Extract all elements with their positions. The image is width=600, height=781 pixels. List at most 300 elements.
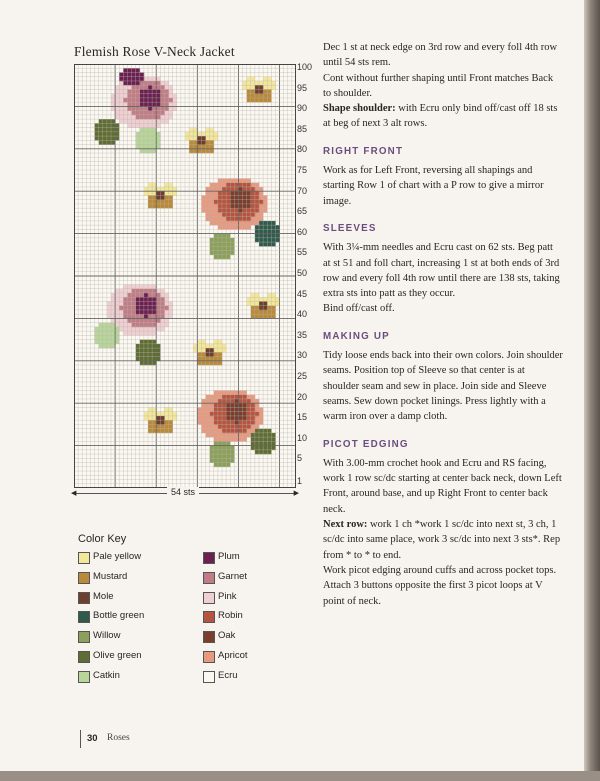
color-key-title: Color Key (78, 533, 127, 545)
butterfly-wing (218, 344, 222, 349)
rose-plum-top-outer (169, 111, 173, 116)
paragraph: Work picot edging around cuffs and across pocket tops. (323, 564, 557, 576)
color-label: Apricot (218, 650, 248, 661)
butterfly-wing (255, 306, 259, 311)
leaf (210, 458, 214, 463)
butterfly-wing (206, 140, 210, 145)
rose-pink-lower-outer (127, 331, 131, 336)
rose-rust-mid-center (243, 204, 247, 209)
color-swatch (203, 671, 215, 683)
rose-rust-mid-mid (230, 212, 234, 217)
leaf (226, 450, 230, 455)
leaf (148, 344, 152, 349)
butterfly-wing (148, 420, 152, 425)
butterfly-wing (156, 200, 160, 205)
rose-rust-bottom-outer (210, 416, 214, 421)
leaf (263, 437, 267, 442)
section-heading-making-up: MAKING UP (323, 330, 390, 342)
leaf (271, 446, 275, 451)
rose-rust-bottom-mid (247, 403, 251, 408)
rose-rust-bottom-mid (243, 424, 247, 429)
rose-rust-bottom-mid (226, 424, 230, 429)
rose-rust-bottom-outer (218, 390, 222, 395)
rose-plum-top-outer (115, 106, 119, 111)
rose-rust-bottom-mid (214, 420, 218, 425)
butterfly-wing (164, 191, 168, 196)
leaf (107, 128, 111, 133)
rose-plum-top-mid (144, 81, 148, 86)
rose-plum-top-outer (148, 123, 152, 128)
butterfly-wing (169, 424, 173, 429)
rose-rust-mid-outer (210, 195, 214, 200)
rose-rust-mid-outer (259, 195, 263, 200)
leaf (255, 429, 259, 434)
rose-plum-top-outer (119, 85, 123, 90)
butterfly-wing (263, 98, 267, 103)
rose-rust-mid-outer (214, 208, 218, 213)
rose-plum-top-center (148, 98, 152, 103)
butterfly-wing (201, 344, 205, 349)
rose-pink-lower-outer (169, 306, 173, 311)
rose-pink-lower-mid (127, 318, 131, 323)
cross-stitch-chart (74, 64, 296, 488)
rose-plum-top-outer (148, 77, 152, 82)
leaf (218, 242, 222, 247)
butterfly-wing (247, 81, 251, 86)
paragraph: Bind off/cast off. (323, 303, 395, 315)
rose-plum-top-outer (123, 94, 127, 99)
leaf (222, 255, 226, 260)
rose-rust-mid-outer (226, 221, 230, 226)
rose-pink-lower-mid (144, 323, 148, 328)
butterfly-wing (201, 361, 205, 366)
rose-rust-mid-outer (259, 191, 263, 196)
bold-lead: Next row: (323, 519, 368, 531)
rose-rust-bottom-mid (243, 395, 247, 400)
rose-rust-mid-outer (218, 217, 222, 222)
leaf (263, 433, 267, 438)
rose-pink-lower-mid (144, 318, 148, 323)
rose-pink-lower-mid (164, 306, 168, 311)
rose-rust-bottom-center (230, 412, 234, 417)
rose-plum-top-center (148, 94, 152, 99)
rose-rust-mid-outer (263, 200, 267, 205)
rose-rust-bottom-outer (210, 420, 214, 425)
rose-rust-mid-outer (226, 225, 230, 230)
rose-rust-bottom-mid (218, 407, 222, 412)
rose-plum-top-bud (136, 68, 140, 73)
leaf (263, 429, 267, 434)
butterfly-wing (218, 340, 222, 345)
rose-rust-mid-mid (247, 212, 251, 217)
rose-rust-bottom-center (230, 403, 234, 408)
rose-plum-top-mid (140, 111, 144, 116)
leaf (115, 123, 119, 128)
butterfly-wing (201, 340, 205, 345)
rose-rust-bottom-mid (247, 424, 251, 429)
paragraph (323, 517, 563, 563)
rose-rust-bottom-outer (206, 395, 210, 400)
rose-pink-lower-mid (119, 306, 123, 311)
rose-pink-lower-mid (156, 318, 160, 323)
butterfly-wing (169, 195, 173, 200)
row-number: 75 (297, 165, 308, 175)
leaf (99, 323, 103, 328)
rose-plum-top-mid (132, 111, 136, 116)
rose-rust-mid-outer (214, 212, 218, 217)
rose-pink-lower-mid (140, 318, 144, 323)
rose-rust-mid-outer (222, 178, 226, 183)
rose-rust-bottom-mid (214, 416, 218, 421)
leaf (222, 234, 226, 239)
color-swatch (203, 592, 215, 604)
butterfly-wing (164, 424, 168, 429)
rose-plum-top-outer (127, 111, 131, 116)
butterfly-wing (214, 132, 218, 137)
leaf (218, 458, 222, 463)
rose-rust-mid-outer (218, 183, 222, 188)
leaf (271, 225, 275, 230)
leaf (230, 238, 234, 243)
rose-plum-top-outer (148, 119, 152, 124)
rose-plum-top-mid (148, 81, 152, 86)
rose-rust-bottom-outer (230, 390, 234, 395)
rose-rust-bottom-outer (214, 424, 218, 429)
leaf (140, 136, 144, 141)
rose-rust-mid-outer (201, 208, 205, 213)
rose-rust-mid-outer (206, 195, 210, 200)
butterfly-wing (144, 416, 148, 421)
butterfly-body (160, 420, 164, 425)
rose-rust-mid-outer (210, 183, 214, 188)
rose-pink-lower-mid (148, 323, 152, 328)
leaf (255, 225, 259, 230)
leaf (267, 242, 271, 247)
leaf (136, 352, 140, 357)
rose-pink-lower-mid (136, 323, 140, 328)
rose-pink-lower-outer (119, 289, 123, 294)
leaf (222, 450, 226, 455)
rose-plum-top-center (148, 106, 152, 111)
butterfly-wing (164, 183, 168, 188)
butterfly-body (210, 348, 214, 353)
rose-plum-top-outer (173, 94, 177, 99)
rose-rust-bottom-center (226, 403, 230, 408)
leaf (144, 344, 148, 349)
row-number: 45 (297, 288, 308, 299)
rose-plum-top-bud (127, 68, 131, 73)
rose-plum-top-mid (164, 89, 168, 94)
leaf (259, 450, 263, 455)
rose-pink-lower-mid (160, 301, 164, 306)
rose-plum-top-mid (160, 106, 164, 111)
rose-plum-top-mid (160, 85, 164, 90)
rose-plum-top-outer (132, 119, 136, 124)
butterfly-wing (197, 348, 201, 353)
section-heading-sleeves: SLEEVES (323, 222, 377, 234)
rose-rust-mid-mid (251, 212, 255, 217)
leaf (226, 238, 230, 243)
rose-rust-mid-center (247, 191, 251, 196)
rose-plum-top-outer (127, 119, 131, 124)
rose-plum-top-outer (140, 123, 144, 128)
rose-plum-top-outer (119, 106, 123, 111)
butterfly-wing (148, 204, 152, 209)
rose-rust-mid-mid (238, 217, 242, 222)
rose-rust-mid-mid (222, 212, 226, 217)
rose-rust-bottom-outer (218, 437, 222, 442)
rose-plum-top-bud (127, 72, 131, 77)
rose-plum-top-mid (160, 111, 164, 116)
rose-pink-lower-outer (107, 310, 111, 315)
rose-rust-mid-mid (218, 200, 222, 205)
rose-rust-bottom-outer (210, 424, 214, 429)
leaf (103, 327, 107, 332)
butterfly-wing (255, 310, 259, 315)
rose-pink-lower-outer (132, 331, 136, 336)
rose-plum-top-outer (127, 115, 131, 120)
rose-rust-bottom-outer (243, 390, 247, 395)
rose-rust-bottom-outer (222, 437, 226, 442)
rose-rust-bottom-outer (255, 416, 259, 421)
rose-rust-mid-outer (206, 204, 210, 209)
butterfly-wing (156, 204, 160, 209)
leaf (103, 340, 107, 345)
butterfly-wing (206, 128, 210, 133)
rose-rust-bottom-mid (230, 429, 234, 434)
rose-rust-bottom-outer (201, 412, 205, 417)
leaf (103, 128, 107, 133)
butterfly-wing (255, 98, 259, 103)
butterfly-wing (263, 297, 267, 302)
rose-rust-bottom-mid (251, 420, 255, 425)
leaf (222, 242, 226, 247)
butterfly-wing (271, 297, 275, 302)
rose-plum-top-mid (144, 111, 148, 116)
rose-rust-bottom-mid (243, 429, 247, 434)
rose-rust-mid-outer (263, 195, 267, 200)
rose-rust-mid-outer (259, 204, 263, 209)
color-label: Pale yellow (93, 551, 142, 562)
rose-rust-bottom-mid (222, 416, 226, 421)
butterfly-wing (214, 352, 218, 357)
rose-rust-bottom-center (230, 407, 234, 412)
rose-rust-mid-outer (255, 217, 259, 222)
rose-rust-mid-mid (226, 212, 230, 217)
butterfly-body (160, 191, 164, 196)
leaf (140, 361, 144, 366)
rose-plum-top-center (140, 89, 144, 94)
leaf (255, 446, 259, 451)
rose-plum-top-outer (119, 89, 123, 94)
rose-plum-top-bud (132, 81, 136, 86)
rose-rust-bottom-mid (230, 424, 234, 429)
paragraph: Tidy loose ends back into their own colors. Join shoulder seams. Position top of Sleeve so that center is at shoulder seam and sew in place. Join side and Sleeve seams. Sew down pocket linings. Press lightly with a warm iron over a damp cloth. (323, 350, 563, 423)
leaf (99, 335, 103, 340)
butterfly-wing (267, 297, 271, 302)
rose-pink-lower-center (136, 301, 140, 306)
leaf (218, 446, 222, 451)
rose-rust-bottom-mid (226, 420, 230, 425)
rose-pink-lower-outer (140, 284, 144, 289)
rose-pink-lower-outer (119, 297, 123, 302)
rose-plum-top-mid (140, 81, 144, 86)
rose-pink-lower-outer (136, 331, 140, 336)
rose-rust-bottom-center (226, 416, 230, 421)
leaf (210, 246, 214, 251)
rose-pink-lower-outer (156, 323, 160, 328)
rose-plum-top-outer (173, 98, 177, 103)
row-number-column (297, 62, 317, 492)
leaf (103, 132, 107, 137)
butterfly-wing (197, 340, 201, 345)
rose-rust-bottom-mid (247, 412, 251, 417)
leaf (222, 246, 226, 251)
rose-pink-lower-mid (127, 301, 131, 306)
rose-rust-bottom-mid (247, 420, 251, 425)
leaf (259, 225, 263, 230)
color-label: Bottle green (93, 610, 145, 622)
rose-rust-mid-mid (226, 208, 230, 213)
rose-plum-top-center (140, 98, 144, 103)
rose-rust-bottom-outer (255, 403, 259, 408)
rose-plum-top-mid (136, 111, 140, 116)
rose-pink-lower-center (144, 310, 148, 315)
butterfly-wing (210, 132, 214, 137)
leaf (222, 458, 226, 463)
rose-plum-top-outer (164, 115, 168, 120)
butterfly-wing (271, 310, 275, 315)
leaf (148, 361, 152, 366)
rose-rust-mid-outer (201, 200, 205, 205)
butterfly-wing (206, 361, 210, 366)
color-label: Olive green (93, 650, 142, 661)
color-label: Oak (218, 630, 236, 642)
rose-rust-mid-center (238, 200, 242, 205)
rose-rust-mid-outer (251, 183, 255, 188)
leaf (99, 344, 103, 349)
leaf (222, 463, 226, 468)
rose-rust-bottom-outer (210, 429, 214, 434)
leaf (115, 335, 119, 340)
leaf (95, 136, 99, 141)
butterfly-wing (263, 310, 267, 315)
rose-pink-lower-outer (115, 318, 119, 323)
rose-rust-mid-outer (206, 217, 210, 222)
rose-plum-top-mid (144, 85, 148, 90)
rose-rust-bottom-outer (247, 429, 251, 434)
leaf (140, 352, 144, 357)
leaf (156, 348, 160, 353)
rose-rust-bottom-mid (214, 412, 218, 417)
rose-pink-lower-outer (148, 284, 152, 289)
rose-rust-bottom-outer (201, 420, 205, 425)
butterfly-wing (160, 204, 164, 209)
rose-rust-mid-outer (230, 225, 234, 230)
butterfly-wing (185, 132, 189, 137)
rose-pink-lower-outer (160, 289, 164, 294)
leaf (226, 234, 230, 239)
rose-pink-lower-outer (115, 310, 119, 315)
butterfly-body (201, 136, 205, 141)
rose-plum-top-outer (123, 106, 127, 111)
rose-plum-top-bud (123, 72, 127, 77)
rose-plum-top-mid (156, 106, 160, 111)
leaf (95, 327, 99, 332)
leaf (140, 140, 144, 145)
rose-rust-bottom-outer (222, 390, 226, 395)
leaf (144, 140, 148, 145)
butterfly-body (160, 416, 164, 421)
rose-rust-mid-outer (214, 183, 218, 188)
leaf (251, 446, 255, 451)
butterfly-wing (164, 204, 168, 209)
butterfly-body (197, 140, 201, 145)
rose-rust-bottom-outer (210, 433, 214, 438)
rose-pink-lower-outer (107, 306, 111, 311)
rose-pink-lower-outer (123, 323, 127, 328)
butterfly-wing (169, 420, 173, 425)
color-label: Garnet (218, 570, 248, 582)
rose-plum-top-outer (164, 81, 168, 86)
instructions-column (323, 40, 563, 609)
rose-plum-top-mid (148, 115, 152, 120)
butterfly-wing (259, 310, 263, 315)
row-number: 80 (297, 144, 308, 155)
rose-rust-mid-outer (255, 183, 259, 188)
butterfly-body (201, 140, 205, 145)
butterfly-body (210, 352, 214, 357)
rose-plum-top-center (156, 98, 160, 103)
butterfly-wing (271, 301, 275, 306)
rose-plum-top-mid (140, 115, 144, 120)
butterfly-wing (263, 81, 267, 86)
rose-rust-bottom-mid (238, 420, 242, 425)
butterfly-wing (156, 424, 160, 429)
leaf (95, 331, 99, 336)
paragraph: With 3¼-mm needles and Ecru cast on 62 sts. Beg patt at st 51 and foll chart, increasing 1 st at both ends of 3rd row and every foll 4th row until there are 138 sts, taking extra sts into patt as they occur. (323, 242, 560, 300)
leaf (263, 446, 267, 451)
rose-rust-bottom-mid (222, 403, 226, 408)
paragraph: Dec 1 st at neck edge on 3rd row and every foll 4th row until 54 sts rem. (323, 42, 558, 69)
leaf (214, 458, 218, 463)
leaf (226, 458, 230, 463)
rose-rust-mid-mid (222, 208, 226, 213)
rose-rust-mid-center (247, 204, 251, 209)
rose-rust-mid-mid (243, 217, 247, 222)
rose-plum-top-mid (160, 89, 164, 94)
leaf (271, 242, 275, 247)
row-number: 15 (297, 412, 308, 423)
rose-rust-mid-mid (243, 212, 247, 217)
row-number: 85 (297, 123, 308, 134)
rose-plum-top-outer (115, 98, 119, 103)
rose-rust-bottom-mid (222, 424, 226, 429)
rose-plum-top-bud (123, 77, 127, 82)
butterfly-wing (243, 81, 247, 86)
row-number: 30 (297, 350, 308, 361)
butterfly-wing (259, 81, 263, 86)
leaf (144, 340, 148, 345)
rose-rust-bottom-outer (251, 424, 255, 429)
butterfly-body (259, 89, 263, 94)
leaf (140, 128, 144, 133)
rose-pink-lower-outer (115, 306, 119, 311)
butterfly-wing (214, 344, 218, 349)
rose-rust-bottom-center (238, 403, 242, 408)
color-swatch (78, 651, 90, 663)
leaf (263, 234, 267, 239)
